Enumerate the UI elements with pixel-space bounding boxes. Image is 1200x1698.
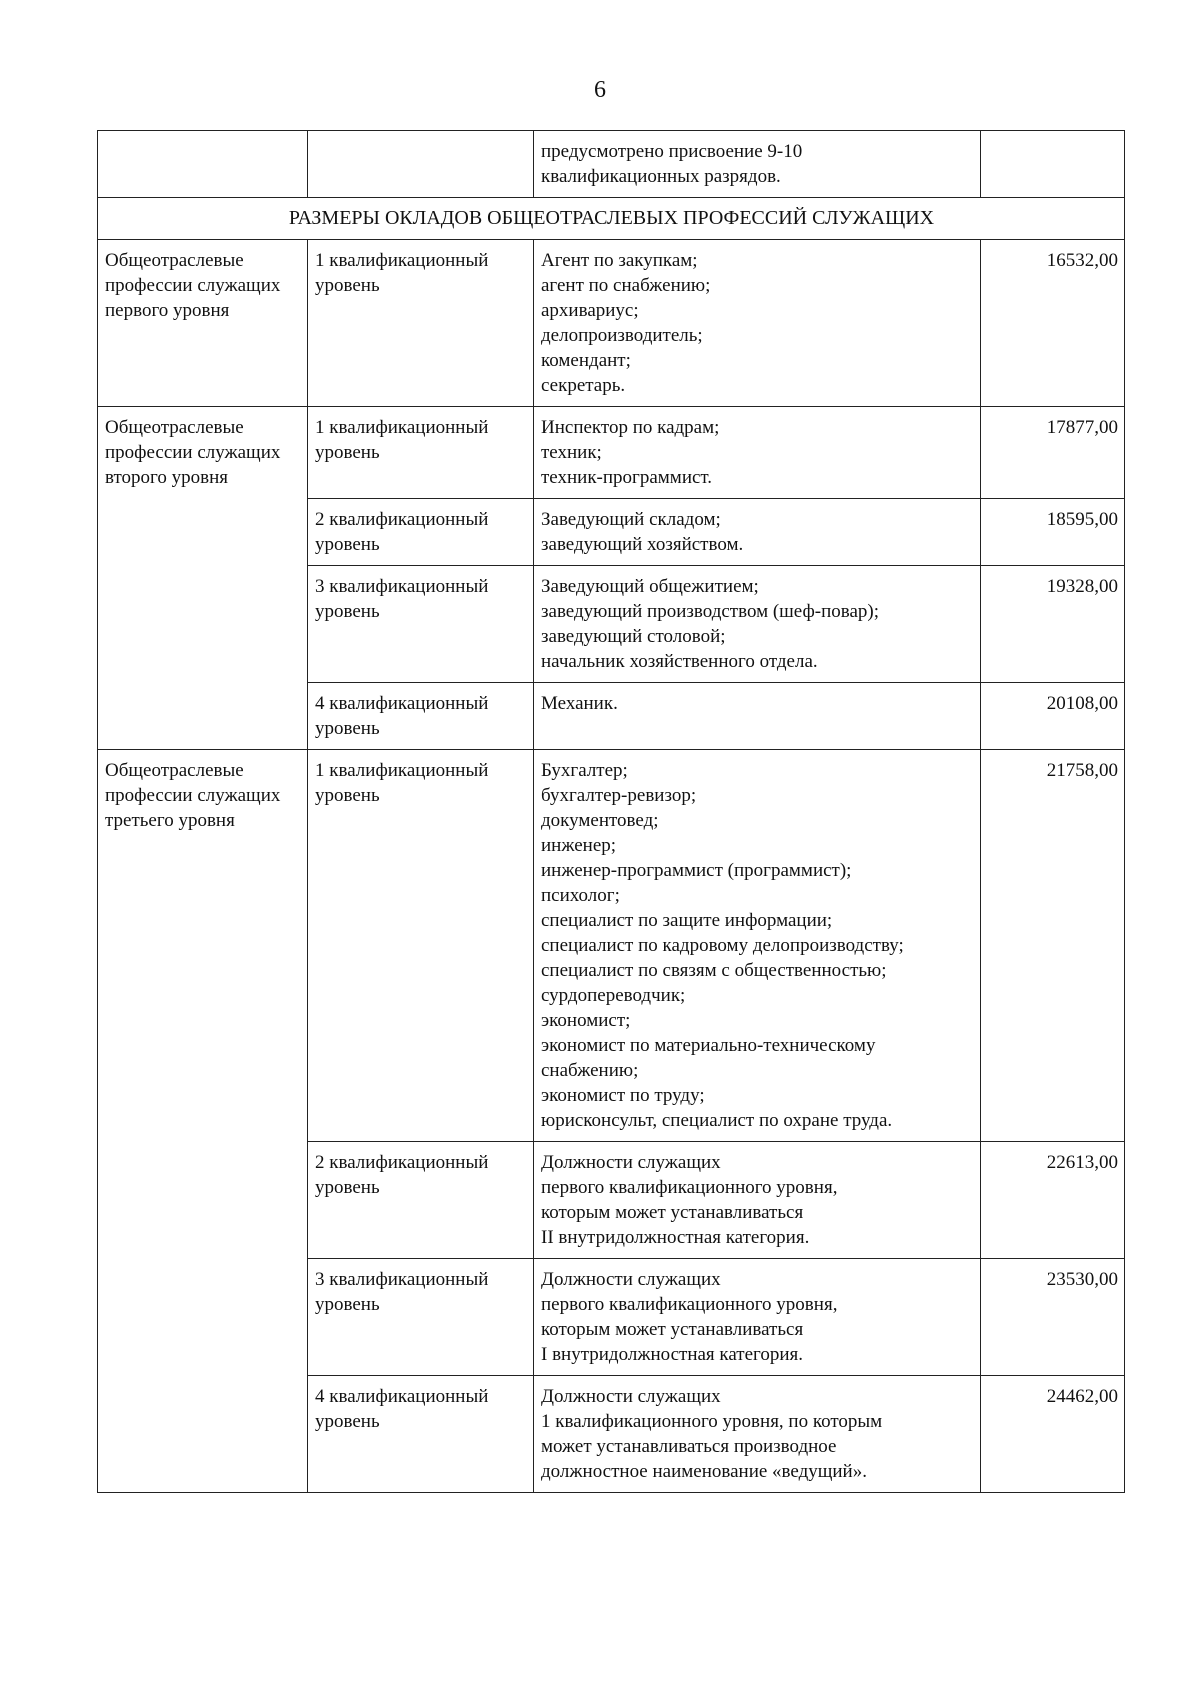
section-title-row	[98, 198, 1125, 240]
position-line: сурдопереводчик;	[541, 985, 686, 1006]
position-line: специалист по связям с общественностью;	[541, 960, 887, 981]
salary-amount: 17877,00	[981, 407, 1125, 499]
salary-amount: 23530,00	[981, 1259, 1125, 1376]
qualification-level-cell	[308, 1259, 534, 1376]
qualification-level-line: уровень	[315, 601, 380, 622]
position-line: инженер-программист (программист);	[541, 860, 852, 881]
empty-cell	[981, 131, 1125, 198]
position-line: Должности служащих	[541, 1152, 721, 1173]
position-line: снабжению;	[541, 1060, 639, 1081]
positions-cell	[534, 750, 981, 1142]
positions-cell	[534, 240, 981, 407]
qualification-level-line: 2 квалификационный	[315, 1152, 489, 1173]
qualification-level-line: 1 квалификационный	[315, 760, 489, 781]
position-line: психолог;	[541, 885, 620, 906]
qualification-level-cell	[308, 407, 534, 499]
group-name-line: Общеотраслевые	[105, 760, 244, 781]
qualification-level-line: уровень	[315, 785, 380, 806]
section-title: РАЗМЕРЫ ОКЛАДОВ ОБЩЕОТРАСЛЕВЫХ ПРОФЕССИЙ СЛУЖАЩИХ	[98, 198, 1125, 240]
qualification-level-cell	[308, 1142, 534, 1259]
position-line: Заведующий общежитием;	[541, 576, 759, 597]
position-line: юрисконсульт, специалист по охране труда.	[541, 1110, 893, 1131]
position-line: делопроизводитель;	[541, 325, 703, 346]
qualification-level-line: 4 квалификационный	[315, 1386, 489, 1407]
table-row	[98, 240, 1125, 407]
empty-cell	[308, 131, 534, 198]
position-line: которым может устанавливаться	[541, 1319, 804, 1340]
position-line: архивариус;	[541, 300, 639, 321]
group-name-line: первого уровня	[105, 300, 230, 321]
position-line: инженер;	[541, 835, 617, 856]
qualification-level-line: уровень	[315, 534, 380, 555]
qualification-level-line: уровень	[315, 1177, 380, 1198]
position-line: специалист по защите информации;	[541, 910, 833, 931]
qualification-level-line: уровень	[315, 718, 380, 739]
position-line: может устанавливаться производное	[541, 1436, 837, 1457]
qualification-level-line: 1 квалификационный	[315, 250, 489, 271]
positions-cell	[534, 1142, 981, 1259]
qualification-level-cell	[308, 240, 534, 407]
group-name-line: профессии служащих	[105, 275, 281, 296]
qualification-level-line: 1 квалификационный	[315, 417, 489, 438]
position-line: начальник хозяйственного отдела.	[541, 651, 818, 672]
positions-cell	[534, 1376, 981, 1493]
salary-amount: 22613,00	[981, 1142, 1125, 1259]
position-line: II внутридолжностная категория.	[541, 1227, 810, 1248]
position-line: экономист по материально-техническому	[541, 1035, 876, 1056]
intro-row	[98, 131, 1125, 198]
position-line: 1 квалификационного уровня, по которым	[541, 1411, 883, 1432]
salary-table	[97, 130, 1125, 1493]
position-line: Должности служащих	[541, 1386, 721, 1407]
position-line: Бухгалтер;	[541, 760, 628, 781]
group-name-line: Общеотраслевые	[105, 417, 244, 438]
qualification-level-cell	[308, 499, 534, 566]
position-line: заведующий производством (шеф-повар);	[541, 601, 880, 622]
group-name-line: второго уровня	[105, 467, 228, 488]
salary-amount: 18595,00	[981, 499, 1125, 566]
qualification-level-cell	[308, 566, 534, 683]
position-line: должностное наименование «ведущий».	[541, 1461, 867, 1482]
position-line: комендант;	[541, 350, 631, 371]
position-line: первого квалификационного уровня,	[541, 1294, 838, 1315]
qualification-level-line: 3 квалификационный	[315, 576, 489, 597]
qualification-level-cell	[308, 750, 534, 1142]
qualification-level-line: уровень	[315, 1294, 380, 1315]
intro-text-line: квалификационных разрядов.	[541, 166, 781, 187]
position-line: которым может устанавливаться	[541, 1202, 804, 1223]
position-line: документовед;	[541, 810, 659, 831]
table-row	[98, 407, 1125, 499]
positions-cell	[534, 1259, 981, 1376]
position-line: Инспектор по кадрам;	[541, 417, 720, 438]
position-line: техник-программист.	[541, 467, 713, 488]
group-name-cell	[98, 750, 308, 1493]
intro-text-cell	[534, 131, 981, 198]
position-line: Заведующий складом;	[541, 509, 721, 530]
group-name-cell	[98, 240, 308, 407]
position-line: I внутридолжностная категория.	[541, 1344, 804, 1365]
position-line: экономист по труду;	[541, 1085, 705, 1106]
group-name-line: Общеотраслевые	[105, 250, 244, 271]
position-line: специалист по кадровому делопроизводству;	[541, 935, 904, 956]
position-line: Должности служащих	[541, 1269, 721, 1290]
salary-amount: 20108,00	[981, 683, 1125, 750]
position-line: заведующий столовой;	[541, 626, 726, 647]
position-line: агент по снабжению;	[541, 275, 711, 296]
qualification-level-line: 4 квалификационный	[315, 693, 489, 714]
position-line: экономист;	[541, 1010, 631, 1031]
qualification-level-cell	[308, 683, 534, 750]
salary-amount: 21758,00	[981, 750, 1125, 1142]
group-name-line: третьего уровня	[105, 810, 235, 831]
table-row	[98, 750, 1125, 1142]
intro-text-line: предусмотрено присвоение 9-10	[541, 141, 803, 162]
group-name-line: профессии служащих	[105, 785, 281, 806]
qualification-level-line: уровень	[315, 275, 380, 296]
qualification-level-line: 3 квалификационный	[315, 1269, 489, 1290]
position-line: заведующий хозяйством.	[541, 534, 744, 555]
qualification-level-line: уровень	[315, 1411, 380, 1432]
position-line: первого квалификационного уровня,	[541, 1177, 838, 1198]
positions-cell	[534, 683, 981, 750]
group-name-cell	[98, 407, 308, 750]
position-line: бухгалтер-ревизор;	[541, 785, 697, 806]
position-line: секретарь.	[541, 375, 626, 396]
salary-amount: 24462,00	[981, 1376, 1125, 1493]
table-body	[98, 131, 1125, 1493]
page-number: 6	[594, 77, 606, 103]
empty-cell	[98, 131, 308, 198]
position-line: техник;	[541, 442, 602, 463]
positions-cell	[534, 407, 981, 499]
position-line: Механик.	[541, 693, 618, 714]
salary-amount: 16532,00	[981, 240, 1125, 407]
qualification-level-line: уровень	[315, 442, 380, 463]
positions-cell	[534, 499, 981, 566]
qualification-level-cell	[308, 1376, 534, 1493]
positions-cell	[534, 566, 981, 683]
qualification-level-line: 2 квалификационный	[315, 509, 489, 530]
position-line: Агент по закупкам;	[541, 250, 698, 271]
group-name-line: профессии служащих	[105, 442, 281, 463]
salary-amount: 19328,00	[981, 566, 1125, 683]
